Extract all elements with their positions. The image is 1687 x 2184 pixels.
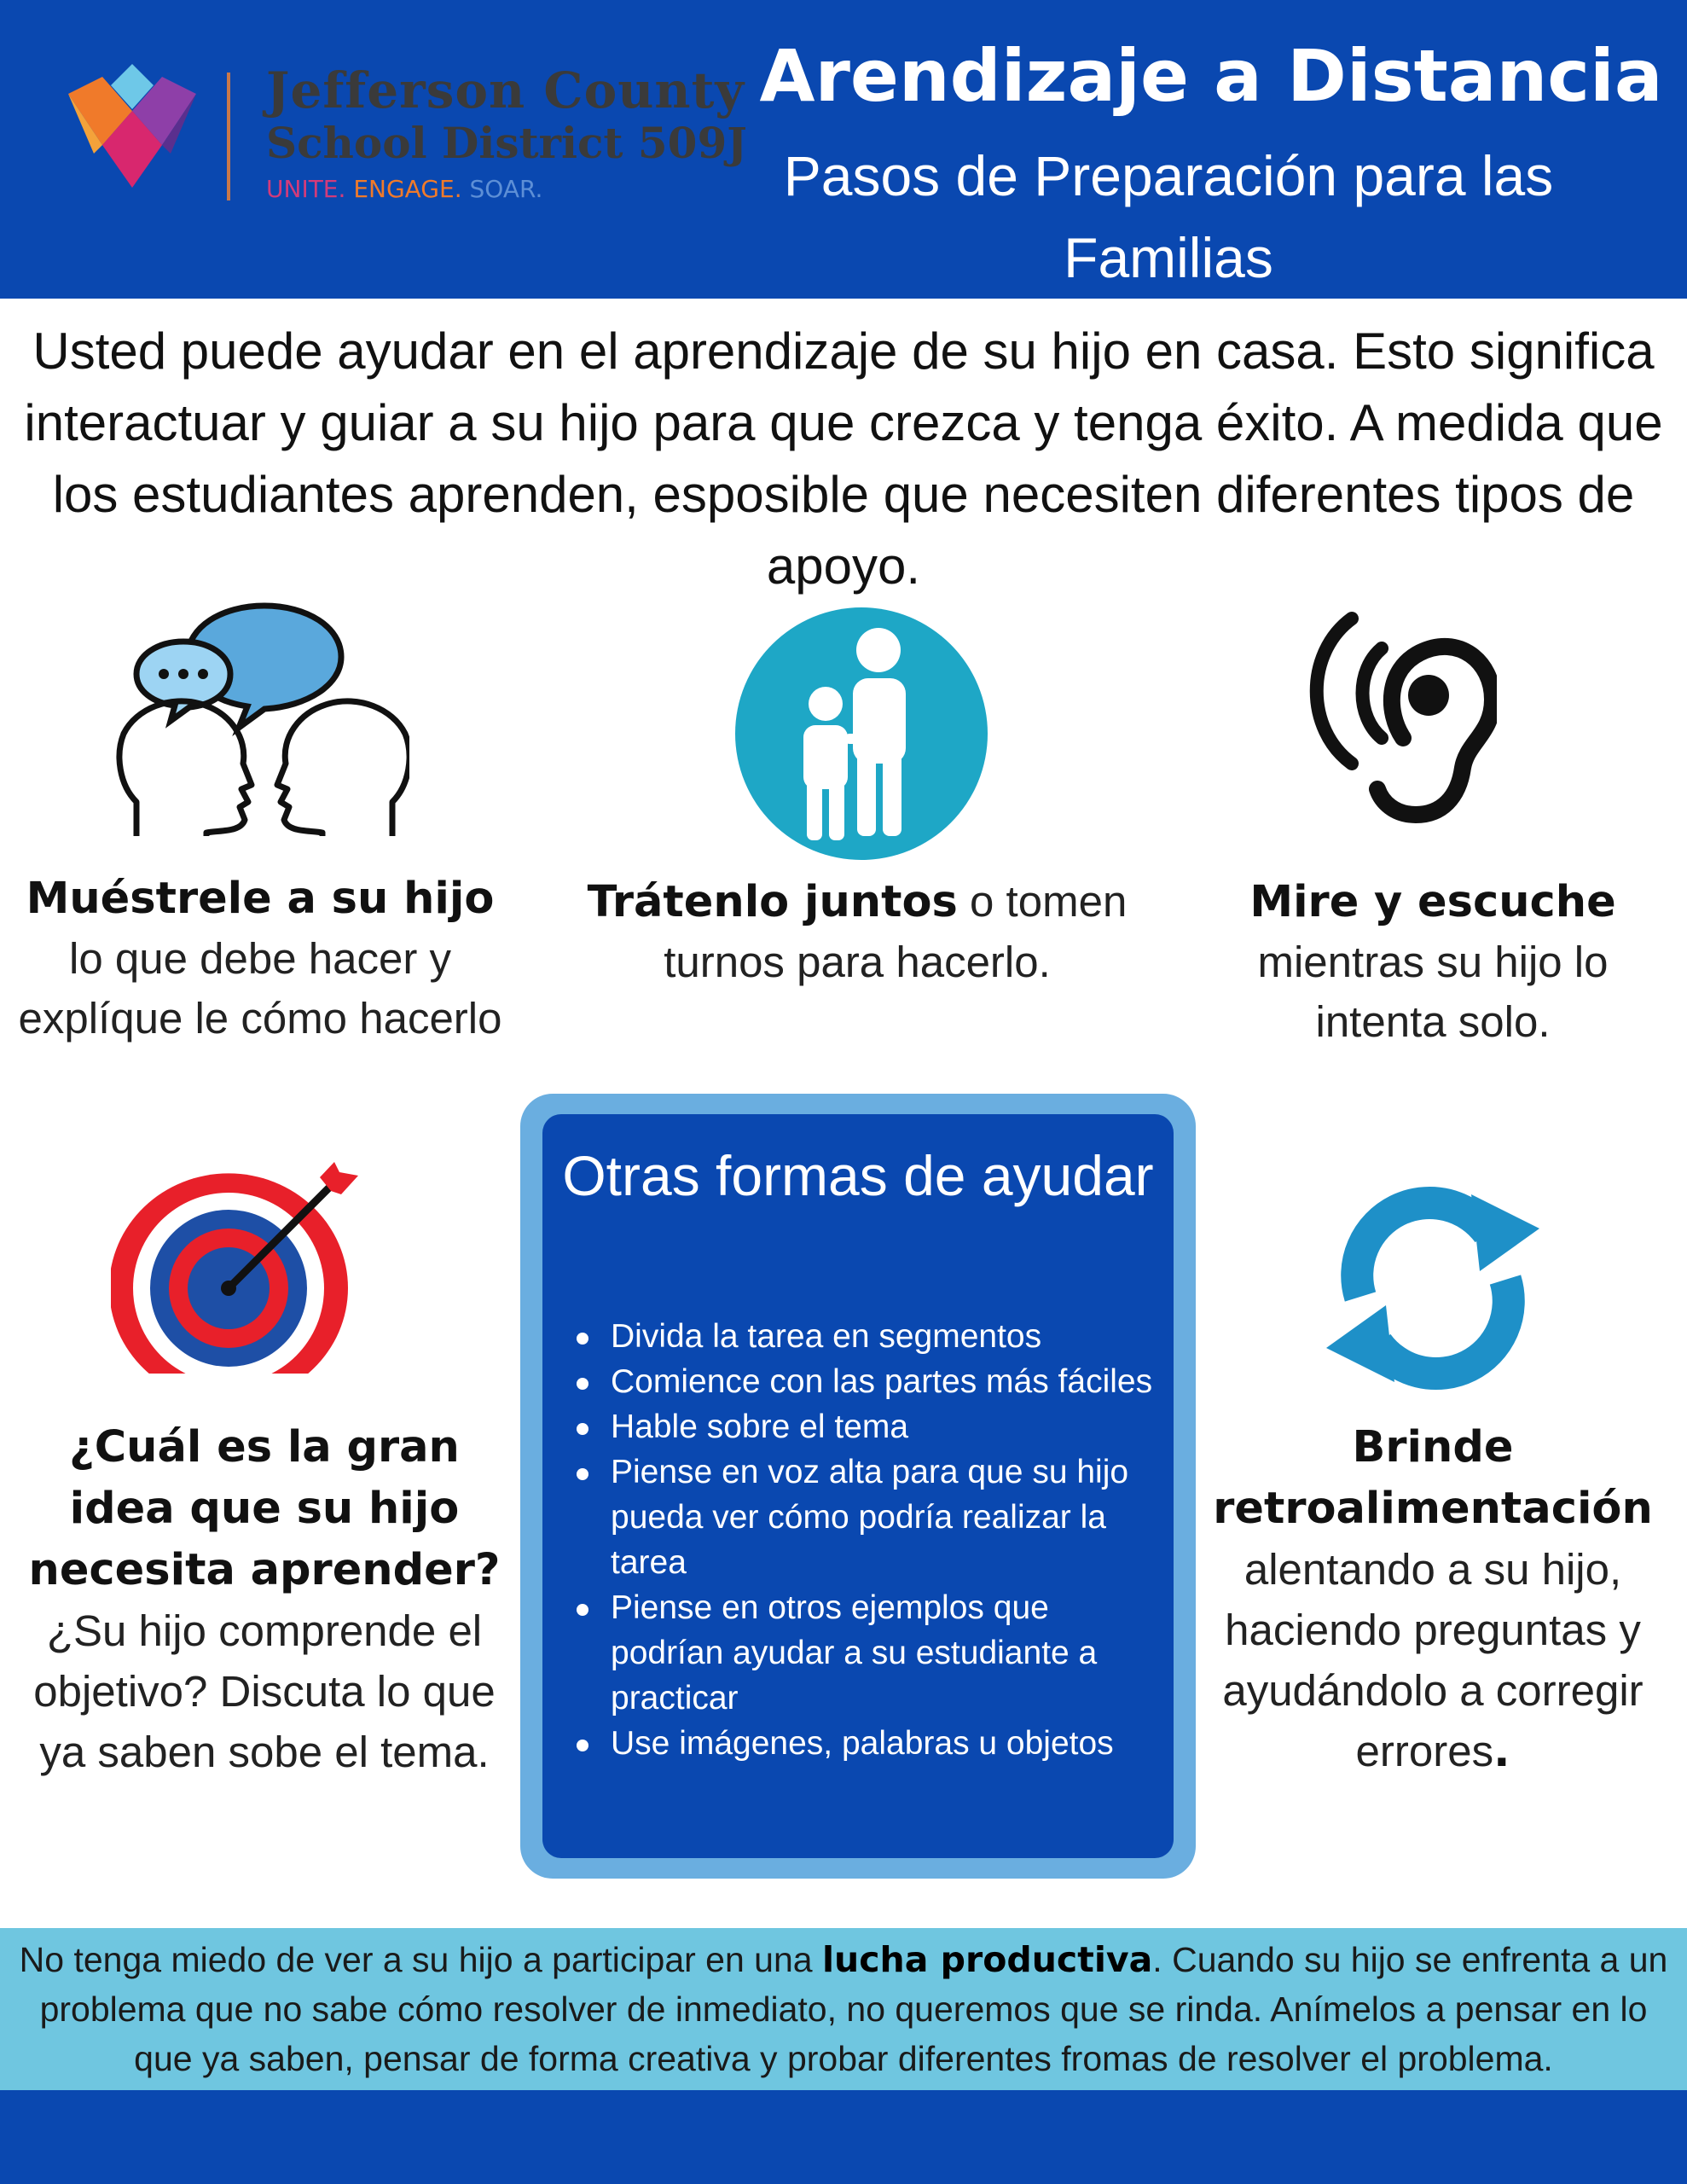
other-ways-list: [577, 1314, 1157, 1766]
bottom-band: [0, 2090, 1687, 2184]
tagline-soar: SOAR.: [469, 175, 543, 203]
list-item: Divida la tarea en segmentos: [577, 1314, 1157, 1359]
tip-try-together-bold: Trátenlo juntos: [587, 877, 958, 927]
tip-try-together: [580, 872, 1134, 992]
list-item: Hable sobre el tema: [577, 1404, 1157, 1449]
tip-give-feedback-text: alentando a su hijo, haciendo preguntas y ayudándolo a corregir errores: [1222, 1545, 1644, 1775]
tip-try-together-text: o tomen turnos para hacerlo.: [664, 877, 1128, 986]
tip-show-child-bold: Muéstrele a su hijo: [26, 874, 495, 924]
logo-divider: [227, 73, 230, 200]
district-name-line2: School District 509J: [266, 118, 747, 168]
district-tagline: [266, 175, 542, 203]
tip-watch-listen-text: mientras su hijo lo intenta solo.: [1257, 938, 1609, 1046]
page-title: Arendizaje a Distancia: [759, 34, 1663, 118]
tagline-unite: UNITE.: [266, 175, 346, 203]
tagline-engage: ENGAGE.: [353, 175, 462, 203]
intro-paragraph: Usted puede ayudar en el aprendizaje de su hijo en casa. Esto significa interactuar y guiar a su hijo para que crezca y tenga éxito. A medida que los estudiantes aprenden, esposible que necesiten diferentes tipos de apoyo.: [24, 322, 1663, 595]
refresh-arrows-icon: [1309, 1177, 1557, 1399]
tip-big-idea-bold: ¿Cuál es la gran idea que su hijo necesita aprender?: [28, 1422, 501, 1595]
parent-child-icon: [733, 606, 989, 862]
productive-struggle-note: [0, 1935, 1687, 2083]
tip-show-child-text: lo que debe hacer y explíque le cómo hacerlo: [18, 934, 502, 1043]
target-icon: [111, 1160, 367, 1374]
talking-heads-icon: [111, 593, 409, 849]
tip-big-idea: [17, 1416, 512, 1782]
tip-give-feedback-bold: Brinde retroalimentación: [1213, 1422, 1653, 1534]
tip-big-idea-text: ¿Su hijo comprende el objetivo? Discuta lo que ya saben sobe el tema.: [33, 1606, 496, 1776]
tip-watch-listen-bold: Mire y escuche: [1249, 877, 1616, 927]
ear-icon: [1301, 610, 1497, 832]
footer-text-bold: lucha productiva: [821, 1939, 1153, 1980]
other-ways-title: Otras formas de ayudar: [562, 1144, 1154, 1207]
tip-watch-listen: [1211, 872, 1655, 1052]
footer-text-after: . Cuando su hijo se enfrenta a un problema que no sabe cómo resolver de inmediato, no queremos que se rinda. Anímelos a pensar en lo que ya saben, pensar de forma creativa y probar diferentes fromas de resolver el problema.: [39, 1940, 1668, 2078]
tip-show-child: [17, 868, 503, 1048]
tip-give-feedback: [1211, 1416, 1655, 1782]
list-item: Piense en voz alta para que su hijo pueda ver cómo podría realizar la tarea: [577, 1449, 1157, 1585]
tip-give-feedback-period: .: [1493, 1727, 1510, 1777]
footer-text-before: No tenga miedo de ver a su hijo a participar en una: [19, 1940, 822, 1979]
district-logo-icon: [60, 60, 205, 205]
list-item: Piense en otros ejemplos que podrían ayudar a su estudiante a practicar: [577, 1585, 1157, 1721]
list-item: Comience con las partes más fáciles: [577, 1359, 1157, 1404]
district-name-line1: Jefferson County: [266, 61, 745, 119]
page-subtitle: Pasos de Preparación para las Familias: [783, 144, 1554, 289]
list-item: Use imágenes, palabras u objetos: [577, 1721, 1157, 1766]
